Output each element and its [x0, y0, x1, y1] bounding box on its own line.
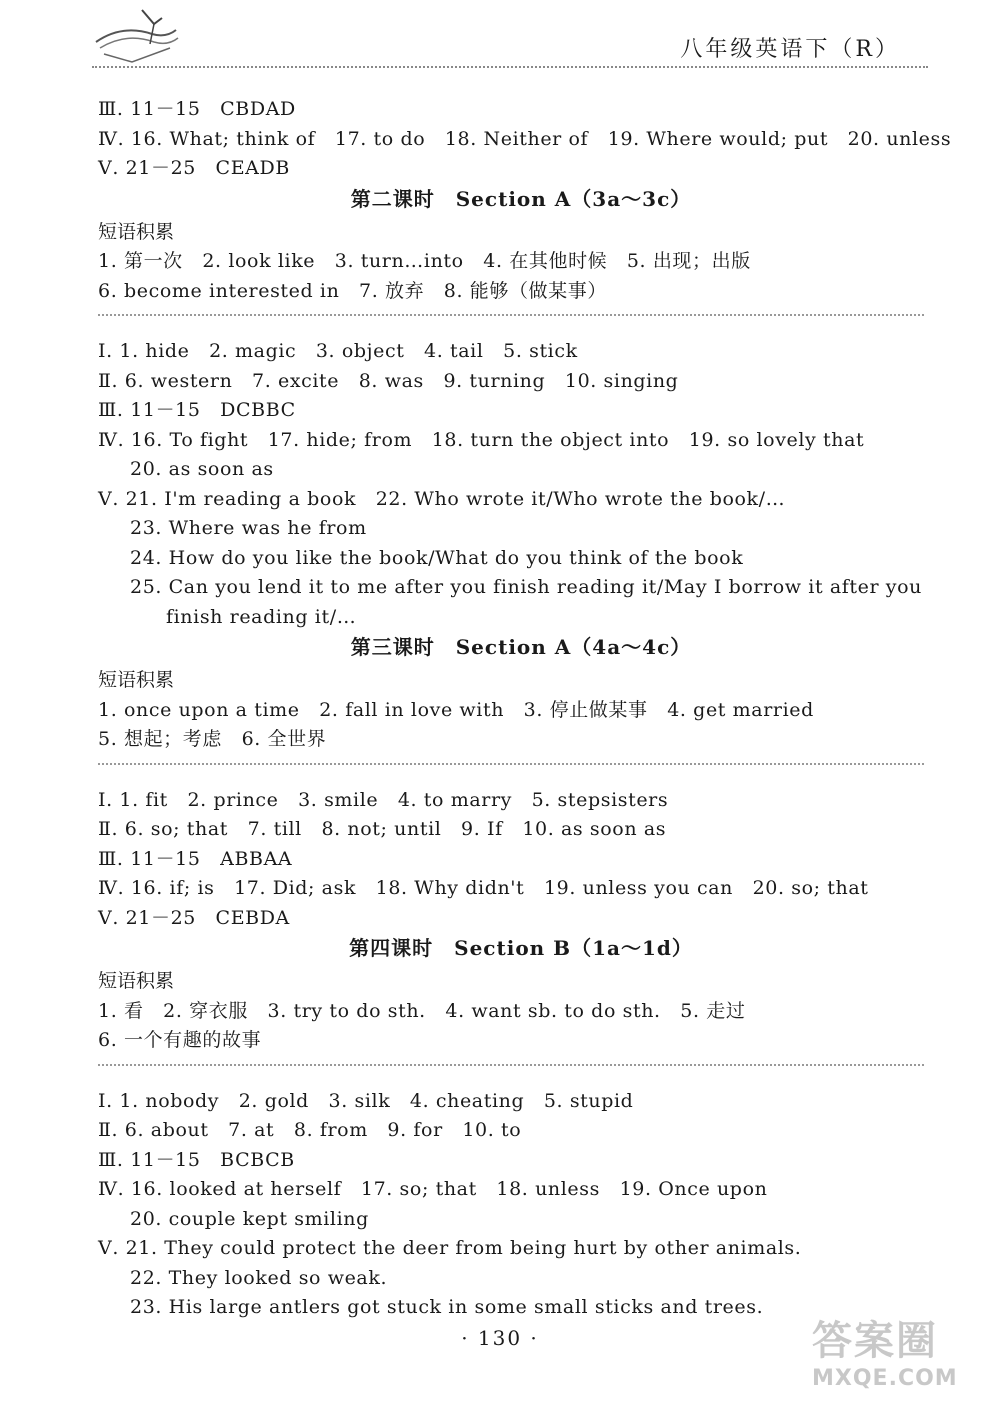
answer-line: Ⅳ. 16. To fight 17. hide; from 18. turn the object into 19. so lovely that — [98, 428, 865, 451]
phrase-section-label: 短语积累 — [98, 970, 175, 992]
answer-line: 23. His large antlers got stuck in some small sticks and trees. — [130, 1296, 764, 1318]
section-divider — [98, 1064, 924, 1083]
answer-line: Ⅴ. 21－25 CEBDA — [98, 906, 290, 929]
page-number: · 130 · — [461, 1326, 539, 1350]
answer-line: Ⅴ. 21－25 CEADB — [98, 157, 290, 179]
answer-line: 1. 看 2. 穿衣服 3. try to do sth. 4. want sb. to do sth. 5. 走过 — [98, 999, 746, 1022]
answer-line: 5. 想起；考虑 6. 全世界 — [98, 728, 327, 750]
answer-line: 23. Where was he from — [130, 517, 367, 539]
lesson-heading: 第二课时 Section A（3a～3c） — [350, 186, 692, 211]
answer-content — [98, 95, 952, 1323]
answer-line: Ⅲ. 11－15 CBDAD — [98, 98, 296, 120]
section-divider — [98, 763, 924, 782]
phrase-section-label: 短语积累 — [98, 220, 175, 243]
header-title: 八年级英语下（R） — [680, 37, 900, 62]
answer-line: Ⅱ. 6. western 7. excite 8. was 9. turning 10. singing — [98, 369, 679, 392]
phrase-section-label: 短语积累 — [98, 669, 175, 691]
answer-line: 1. 第一次 2. look like 3. turn…into 4. 在其他时候 5. 出现；出版 — [98, 250, 751, 272]
watermark-logo — [812, 1309, 982, 1397]
answer-line: 24. How do you like the book/What do you think of the book — [130, 546, 744, 569]
answer-line: Ⅱ. 6. so; that 7. till 8. not; until 9. If 10. as soon as — [98, 818, 667, 840]
answer-line: Ⅳ. 16. if; is 17. Did; ask 18. Why didn't 19. unless you can 20. so; that — [98, 877, 869, 899]
answer-line: Ⅴ. 21. I'm reading a book 22. Who wrote it/Who wrote the book/… — [98, 487, 786, 510]
answer-line: Ⅰ. 1. hide 2. magic 3. object 4. tail 5. stick — [98, 340, 578, 362]
answer-line: 1. once upon a time 2. fall in love with 3. 停止做某事 4. get married — [98, 698, 814, 721]
answer-line: 20. as soon as — [130, 458, 274, 480]
answer-line: Ⅱ. 6. about 7. at 8. from 9. for 10. to — [98, 1119, 522, 1141]
watermark-sub-text: MXQE.COM — [812, 1366, 958, 1391]
book-logo-icon — [92, 4, 182, 68]
answer-line: Ⅲ. 11－15 BCBCB — [98, 1148, 295, 1171]
answer-line: 6. 一个有趣的故事 — [98, 1029, 262, 1051]
header-divider — [92, 66, 928, 68]
answer-line: Ⅴ. 21. They could protect the deer from being hurt by other animals. — [98, 1237, 802, 1259]
answer-line: Ⅳ. 16. What; think of 17. to do 18. Neither of 19. Where would; put 20. unless — [98, 127, 952, 150]
answer-line: Ⅲ. 11－15 ABBAA — [98, 847, 293, 870]
answer-line: 22. They looked so weak. — [130, 1266, 388, 1289]
answer-line: 6. become interested in 7. 放弃 8. 能够（做某事） — [98, 279, 607, 302]
answer-line: Ⅰ. 1. nobody 2. gold 3. silk 4. cheating 5. stupid — [98, 1089, 634, 1112]
answer-line: Ⅲ. 11－15 DCBBC — [98, 399, 296, 421]
lesson-heading: 第三课时 Section A（4a～4c） — [350, 635, 692, 659]
section-divider — [98, 314, 924, 333]
answer-line: finish reading it/… — [166, 605, 357, 628]
answer-line: Ⅰ. 1. fit 2. prince 3. smile 4. to marry 5. stepsisters — [98, 788, 669, 811]
lesson-heading: 第四课时 Section B（1a～1d） — [349, 936, 693, 960]
answer-line: 20. couple kept smiling — [130, 1207, 369, 1230]
answer-line: Ⅳ. 16. looked at herself 17. so; that 18. unless 19. Once upon — [98, 1178, 768, 1200]
watermark-main-text: 答案圈 — [812, 1318, 938, 1364]
answer-line: 25. Can you lend it to me after you finish reading it/May I borrow it after you — [130, 576, 923, 598]
